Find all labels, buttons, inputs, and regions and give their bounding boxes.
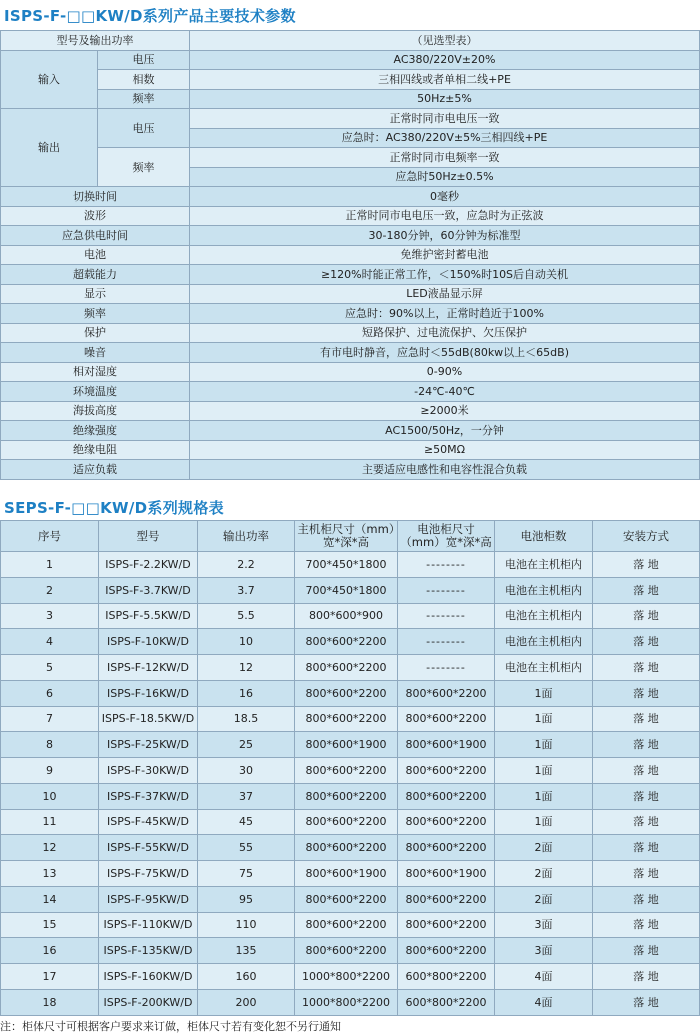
row-number: 3 [1, 603, 99, 629]
table-row [1, 552, 700, 578]
model-name: ISPS-F-18.5KW/D [99, 706, 198, 732]
row-number: 16 [1, 938, 99, 964]
main-cabinet-size: 800*600*2200 [295, 680, 398, 706]
spec-group-label: 输出 [1, 109, 98, 187]
table-row [1, 809, 700, 835]
model-name: ISPS-F-12KW/D [99, 655, 198, 681]
output-power: 110 [198, 912, 295, 938]
spec-row [1, 440, 700, 460]
output-power: 95 [198, 886, 295, 912]
battery-cabinet-count: 电池在主机柜内 [495, 577, 593, 603]
battery-cabinet-count: 1面 [495, 809, 593, 835]
spec-row [1, 382, 700, 402]
table-row [1, 912, 700, 938]
models-header-cell: 序号 [1, 521, 99, 552]
spec-value: -24℃-40℃ [190, 382, 700, 402]
output-power: 16 [198, 680, 295, 706]
spec-value: 应急时50Hz±0.5% [190, 167, 700, 187]
model-name: ISPS-F-16KW/D [99, 680, 198, 706]
table-row [1, 629, 700, 655]
spec-label: 显示 [1, 284, 190, 304]
battery-cabinet-count: 4面 [495, 964, 593, 990]
models-table [0, 520, 700, 1016]
install-method: 落 地 [593, 912, 700, 938]
battery-cabinet-count: 3面 [495, 912, 593, 938]
install-method: 落 地 [593, 989, 700, 1015]
main-cabinet-size: 800*600*2200 [295, 835, 398, 861]
spec-row [1, 206, 700, 226]
spec-value: 短路保护、过电流保护、欠压保护 [190, 323, 700, 343]
install-method: 落 地 [593, 886, 700, 912]
footnote: 注：柜体尺寸可根据客户要求来订做，柜体尺寸若有变化恕不另行通知 [0, 1020, 341, 1033]
table-row [1, 577, 700, 603]
main-cabinet-size: 800*600*900 [295, 603, 398, 629]
install-method: 落 地 [593, 655, 700, 681]
row-number: 5 [1, 655, 99, 681]
battery-cabinet-count: 2面 [495, 835, 593, 861]
row-number: 9 [1, 758, 99, 784]
models-header-cell: 安装方式 [593, 521, 700, 552]
spec-label: 切换时间 [1, 187, 190, 207]
battery-cabinet-size: 800*600*2200 [398, 680, 495, 706]
output-power: 45 [198, 809, 295, 835]
spec-label: 超载能力 [1, 265, 190, 285]
main-cabinet-size: 800*600*2200 [295, 629, 398, 655]
install-method: 落 地 [593, 629, 700, 655]
spec-row [1, 323, 700, 343]
output-power: 30 [198, 758, 295, 784]
output-power: 18.5 [198, 706, 295, 732]
main-cabinet-size: 800*600*2200 [295, 938, 398, 964]
table-row [1, 989, 700, 1015]
row-number: 8 [1, 732, 99, 758]
output-power: 200 [198, 989, 295, 1015]
model-name: ISPS-F-55KW/D [99, 835, 198, 861]
spec-value: 有市电时静音，应急时＜55dB(80kw以上＜65dB) [190, 343, 700, 363]
battery-cabinet-size: 800*600*2200 [398, 835, 495, 861]
table-row [1, 964, 700, 990]
install-method: 落 地 [593, 577, 700, 603]
output-power: 55 [198, 835, 295, 861]
model-name: ISPS-F-3.7KW/D [99, 577, 198, 603]
battery-cabinet-size: 800*600*2200 [398, 912, 495, 938]
spec-row [1, 460, 700, 480]
spec-sub-label: 电压 [98, 50, 190, 70]
spec-value: 0毫秒 [190, 187, 700, 207]
table-row [1, 938, 700, 964]
battery-cabinet-size: 600*800*2200 [398, 964, 495, 990]
spec-label: 绝缘强度 [1, 421, 190, 441]
main-cabinet-size: 800*600*2200 [295, 809, 398, 835]
model-name: ISPS-F-110KW/D [99, 912, 198, 938]
battery-cabinet-size: 600*800*2200 [398, 989, 495, 1015]
battery-cabinet-size: 800*600*2200 [398, 783, 495, 809]
main-cabinet-size: 800*600*2200 [295, 655, 398, 681]
main-cabinet-size: 800*600*2200 [295, 758, 398, 784]
main-cabinet-size: 800*600*2200 [295, 783, 398, 809]
spec-label: 型号及输出功率 [1, 31, 190, 51]
row-number: 12 [1, 835, 99, 861]
spec-sub-label: 频率 [98, 89, 190, 109]
battery-cabinet-count: 电池在主机柜内 [495, 629, 593, 655]
battery-cabinet-size: -------- [398, 655, 495, 681]
output-power: 5.5 [198, 603, 295, 629]
models-header-cell: 主机柜尺寸（mm）宽*深*高 [295, 521, 398, 552]
model-name: ISPS-F-75KW/D [99, 861, 198, 887]
models-header-row [1, 521, 700, 552]
row-number: 4 [1, 629, 99, 655]
spec-row [1, 343, 700, 363]
spec-value: ≥50MΩ [190, 440, 700, 460]
model-name: ISPS-F-160KW/D [99, 964, 198, 990]
spec-label: 海拔高度 [1, 401, 190, 421]
table-row [1, 732, 700, 758]
spec-row [1, 421, 700, 441]
spec-sub-label: 电压 [98, 109, 190, 148]
output-power: 75 [198, 861, 295, 887]
main-cabinet-size: 1000*800*2200 [295, 989, 398, 1015]
main-cabinet-size: 800*600*2200 [295, 912, 398, 938]
row-number: 10 [1, 783, 99, 809]
spec-row [1, 70, 700, 90]
spec-sub-label: 相数 [98, 70, 190, 90]
install-method: 落 地 [593, 758, 700, 784]
table-row [1, 706, 700, 732]
battery-cabinet-count: 电池在主机柜内 [495, 655, 593, 681]
spec-row [1, 226, 700, 246]
spec-value: 正常时同市电电压一致，应急时为正弦波 [190, 206, 700, 226]
spec-label: 保护 [1, 323, 190, 343]
install-method: 落 地 [593, 706, 700, 732]
spec-label: 相对湿度 [1, 362, 190, 382]
install-method: 落 地 [593, 680, 700, 706]
battery-cabinet-count: 1面 [495, 680, 593, 706]
table-row [1, 655, 700, 681]
battery-cabinet-count: 3面 [495, 938, 593, 964]
table-row [1, 886, 700, 912]
battery-cabinet-size: 800*600*1900 [398, 861, 495, 887]
spec-row [1, 50, 700, 70]
battery-cabinet-count: 2面 [495, 861, 593, 887]
main-cabinet-size: 800*600*1900 [295, 732, 398, 758]
battery-cabinet-count: 1面 [495, 783, 593, 809]
models-header-cell: 电池柜数 [495, 521, 593, 552]
spec-table [0, 30, 700, 480]
output-power: 2.2 [198, 552, 295, 578]
spec-row [1, 401, 700, 421]
table-row [1, 861, 700, 887]
models-header-cell: 型号 [99, 521, 198, 552]
main-cabinet-size: 700*450*1800 [295, 577, 398, 603]
spec-value: 正常时同市电频率一致 [190, 148, 700, 168]
battery-cabinet-count: 2面 [495, 886, 593, 912]
output-power: 10 [198, 629, 295, 655]
battery-cabinet-count: 4面 [495, 989, 593, 1015]
main-cabinet-size: 800*600*2200 [295, 886, 398, 912]
battery-cabinet-count: 电池在主机柜内 [495, 552, 593, 578]
battery-cabinet-count: 1面 [495, 758, 593, 784]
model-name: ISPS-F-37KW/D [99, 783, 198, 809]
spec-value: LED液晶显示屏 [190, 284, 700, 304]
model-name: ISPS-F-5.5KW/D [99, 603, 198, 629]
install-method: 落 地 [593, 861, 700, 887]
battery-cabinet-size: 800*600*2200 [398, 886, 495, 912]
spec-value: （见选型表） [190, 31, 700, 51]
spec-row [1, 245, 700, 265]
spec-row [1, 31, 700, 51]
spec-label: 电池 [1, 245, 190, 265]
battery-cabinet-size: -------- [398, 603, 495, 629]
install-method: 落 地 [593, 809, 700, 835]
table-row [1, 603, 700, 629]
battery-cabinet-size: -------- [398, 577, 495, 603]
model-name: ISPS-F-30KW/D [99, 758, 198, 784]
battery-cabinet-size: 800*600*2200 [398, 809, 495, 835]
table-row [1, 783, 700, 809]
row-number: 14 [1, 886, 99, 912]
spec-row [1, 362, 700, 382]
battery-cabinet-size: -------- [398, 629, 495, 655]
install-method: 落 地 [593, 964, 700, 990]
output-power: 3.7 [198, 577, 295, 603]
models-header-cell: 输出功率 [198, 521, 295, 552]
battery-cabinet-count: 电池在主机柜内 [495, 603, 593, 629]
model-name: ISPS-F-10KW/D [99, 629, 198, 655]
spec-value: AC1500/50Hz，一分钟 [190, 421, 700, 441]
model-name: ISPS-F-45KW/D [99, 809, 198, 835]
spec-value: AC380/220V±20% [190, 50, 700, 70]
main-cabinet-size: 700*450*1800 [295, 552, 398, 578]
install-method: 落 地 [593, 603, 700, 629]
spec-label: 应急供电时间 [1, 226, 190, 246]
model-name: ISPS-F-2.2KW/D [99, 552, 198, 578]
install-method: 落 地 [593, 783, 700, 809]
spec-label: 绝缘电阻 [1, 440, 190, 460]
spec-value: 0-90% [190, 362, 700, 382]
row-number: 13 [1, 861, 99, 887]
spec-row [1, 89, 700, 109]
spec-label: 环境温度 [1, 382, 190, 402]
row-number: 17 [1, 964, 99, 990]
install-method: 落 地 [593, 552, 700, 578]
output-power: 37 [198, 783, 295, 809]
battery-cabinet-size: 800*600*2200 [398, 758, 495, 784]
spec-label: 适应负载 [1, 460, 190, 480]
spec-sub-label: 频率 [98, 148, 190, 187]
row-number: 2 [1, 577, 99, 603]
spec-value: 三相四线或者单相二线+PE [190, 70, 700, 90]
row-number: 1 [1, 552, 99, 578]
spec-value: 50Hz±5% [190, 89, 700, 109]
spec-row [1, 148, 700, 168]
row-number: 18 [1, 989, 99, 1015]
spec-value: ≥120%时能正常工作，＜150%时10S后自动关机 [190, 265, 700, 285]
spec-group-label: 输入 [1, 50, 98, 109]
spec-value: 应急时：90%以上，正常时趋近于100% [190, 304, 700, 324]
model-name: ISPS-F-200KW/D [99, 989, 198, 1015]
spec-label: 频率 [1, 304, 190, 324]
output-power: 12 [198, 655, 295, 681]
models-header-cell: 电池柜尺寸（mm）宽*深*高 [398, 521, 495, 552]
battery-cabinet-size: 800*600*2200 [398, 706, 495, 732]
battery-cabinet-size: 800*600*2200 [398, 938, 495, 964]
spec-label: 波形 [1, 206, 190, 226]
spec-row [1, 284, 700, 304]
install-method: 落 地 [593, 938, 700, 964]
models-table-title: SEPS-F-□□KW/D系列规格表 [4, 499, 224, 517]
table-row [1, 680, 700, 706]
model-name: ISPS-F-25KW/D [99, 732, 198, 758]
output-power: 135 [198, 938, 295, 964]
battery-cabinet-count: 1面 [495, 732, 593, 758]
table-row [1, 758, 700, 784]
model-name: ISPS-F-95KW/D [99, 886, 198, 912]
spec-row [1, 265, 700, 285]
spec-table-title: ISPS-F-□□KW/D系列产品主要技术参数 [4, 7, 296, 25]
spec-value: 应急时：AC380/220V±5%三相四线+PE [190, 128, 700, 148]
spec-value: 正常时同市电电压一致 [190, 109, 700, 129]
row-number: 15 [1, 912, 99, 938]
table-row [1, 835, 700, 861]
output-power: 160 [198, 964, 295, 990]
output-power: 25 [198, 732, 295, 758]
spec-value: ≥2000米 [190, 401, 700, 421]
model-name: ISPS-F-135KW/D [99, 938, 198, 964]
main-cabinet-size: 1000*800*2200 [295, 964, 398, 990]
row-number: 11 [1, 809, 99, 835]
install-method: 落 地 [593, 732, 700, 758]
row-number: 7 [1, 706, 99, 732]
spec-value: 免维护密封蓄电池 [190, 245, 700, 265]
install-method: 落 地 [593, 835, 700, 861]
main-cabinet-size: 800*600*1900 [295, 861, 398, 887]
spec-value: 30-180分钟，60分钟为标准型 [190, 226, 700, 246]
spec-row [1, 187, 700, 207]
battery-cabinet-count: 1面 [495, 706, 593, 732]
spec-label: 噪音 [1, 343, 190, 363]
row-number: 6 [1, 680, 99, 706]
spec-row [1, 109, 700, 129]
main-cabinet-size: 800*600*2200 [295, 706, 398, 732]
battery-cabinet-size: 800*600*1900 [398, 732, 495, 758]
spec-value: 主要适应电感性和电容性混合负载 [190, 460, 700, 480]
battery-cabinet-size: -------- [398, 552, 495, 578]
spec-row [1, 304, 700, 324]
